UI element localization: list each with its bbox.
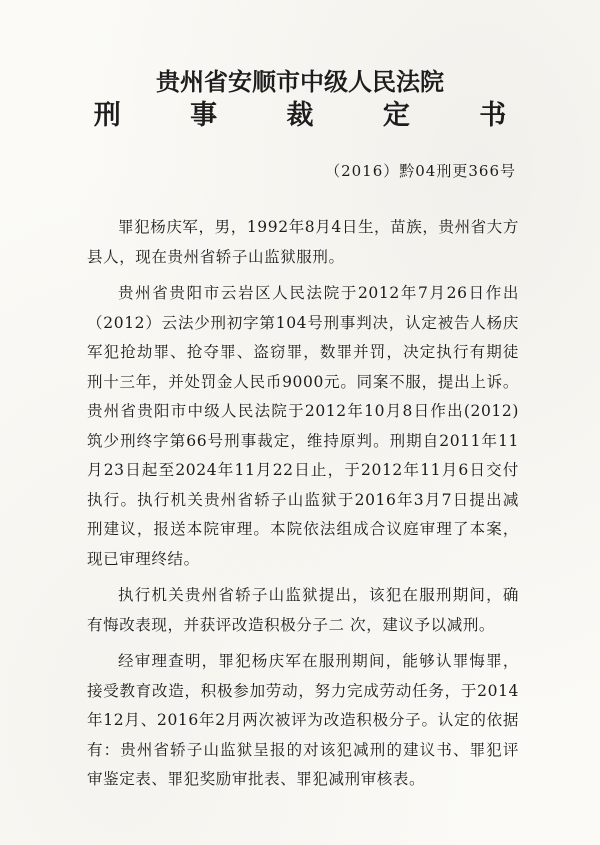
paragraph-case-history: 贵州省贵阳市云岩区人民法院于2012年7月26日作出（2012）云法少刑初字第104号刑事判决，认定被告人杨庆军犯抢劫罪、抢夺罪、盗窃罪，数罪并罚，决定执行有期徒刑十三年，并处罚金人民币9000元。同案不服，提出上诉。贵州省贵阳市中级人民法院于2012年10月8日作出(2012)筑少刑终字第66号刑事裁定，维持原判。刑期自2011年11月23日起至2024年11月22日止，于2012年11月6日交付执行。执行机关贵州省轿子山监狱于2016年3月7日提出减刑建议，报送本院审理。本院依法组成合议庭审理了本案，现已审理终结。 [87, 284, 519, 568]
paragraph-prison-proposal: 执行机关贵州省轿子山监狱提出，该犯在服刑期间，确有悔改表现，并获评改造积极分子二 次，建议予以减刑。 [87, 586, 519, 634]
document-title: 刑 事 裁 定 书 [93, 100, 537, 131]
court-name: 贵州省安顺市中级人民法院 [156, 67, 444, 96]
document-body [87, 213, 519, 802]
paragraph-defendant-info: 罪犯杨庆军，男，1992年8月4日生，苗族，贵州省大方县人，现在贵州省轿子山监狱服刑。 [87, 218, 519, 266]
paragraph-findings: 经审理查明，罪犯杨庆军在服刑期间，能够认罪悔罪，接受教育改造，积极参加劳动，努力完成劳动任务，于2014年12月、2016年2月两次被评为改造积极分子。认定的依据有：贵州省轿子山监狱呈报的对该犯减刑的建议书、罪犯评审鉴定表、罪犯奖励审批表、罪犯减刑审核表。 [87, 652, 519, 788]
case-number: （2016）黔04刑更366号 [325, 162, 516, 180]
